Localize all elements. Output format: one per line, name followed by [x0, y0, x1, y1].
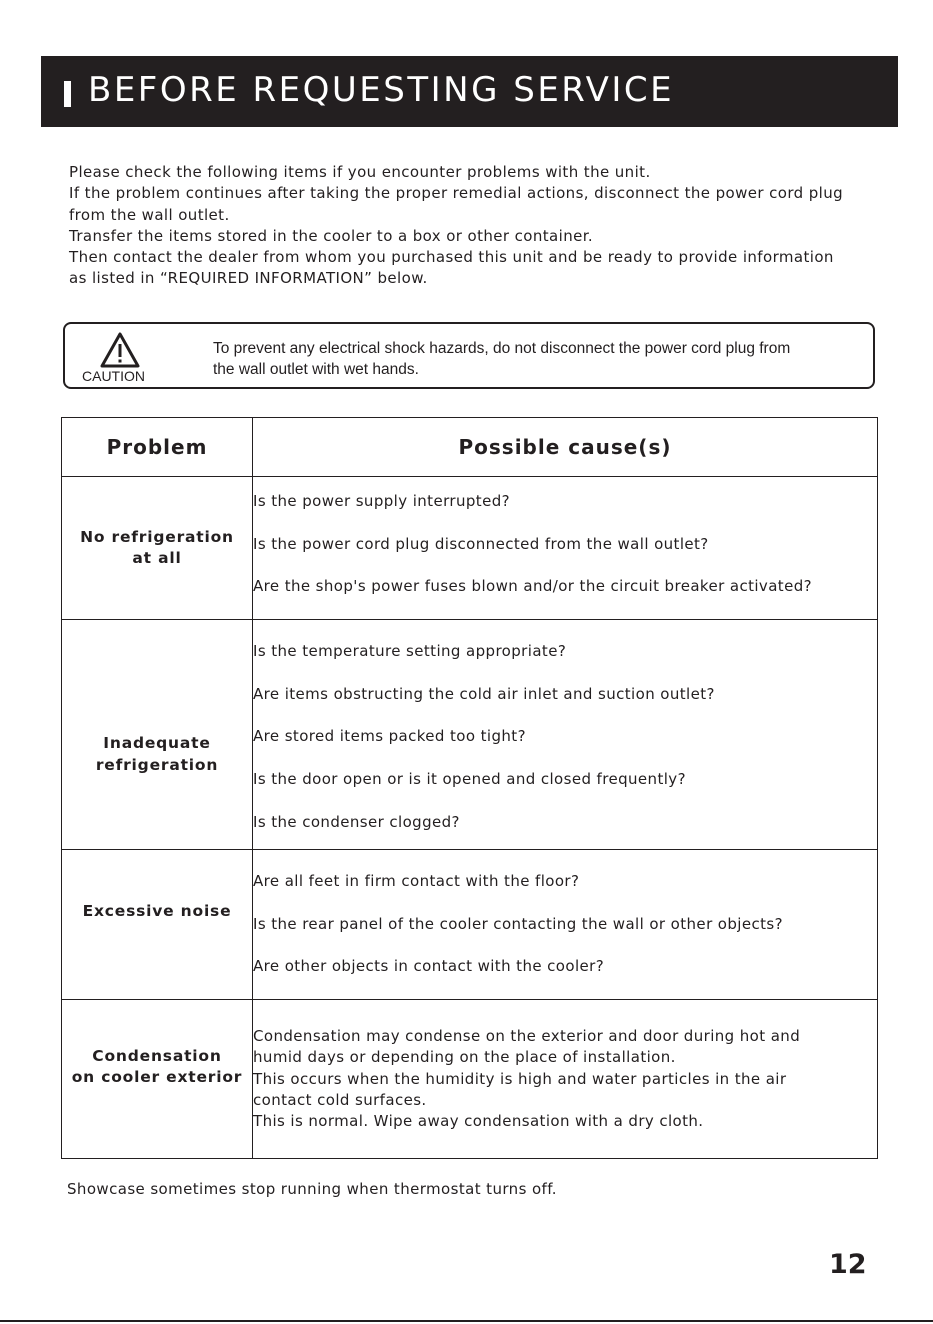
table-header-row — [62, 418, 878, 477]
caution-text — [213, 338, 863, 380]
causes-column-header: Possible cause(s) — [253, 418, 878, 477]
cause-item: Are items obstructing the cold air inlet and suction outlet? — [253, 684, 715, 703]
caution-line: the wall outlet with wet hands. — [213, 361, 419, 378]
cause-item: Is the rear panel of the cooler contacting the wall or other objects? — [253, 914, 783, 933]
problem-label: at all — [132, 549, 182, 567]
causes-cell — [253, 850, 878, 1000]
causes-cell — [253, 477, 878, 620]
cause-item: Is the power supply interrupted? — [253, 492, 510, 510]
page-title: BEFORE REQUESTING SERVICE — [88, 70, 675, 110]
cause-paragraph-line: This occurs when the humidity is high and water particles in the air — [253, 1069, 787, 1088]
cause-item: Are all feet in firm contact with the floor? — [253, 872, 580, 890]
problem-label: on cooler exterior — [71, 1068, 243, 1086]
problem-column-header: Problem — [62, 418, 253, 477]
page-number: 12 — [829, 1249, 867, 1280]
intro-line: as listed in “REQUIRED INFORMATION” below. — [69, 269, 428, 288]
cause-item: Is the condenser clogged? — [253, 812, 460, 831]
problem-cell — [62, 477, 253, 620]
cause-item: Are the shop's power fuses blown and/or the circuit breaker activated? — [253, 577, 812, 596]
problem-label: Inadequate — [103, 734, 211, 752]
intro-line: If the problem continues after taking the proper remedial actions, disconnect the power cord plug — [69, 184, 844, 203]
cause-paragraph-line: This is normal. Wipe away condensation with a dry cloth. — [253, 1112, 704, 1131]
cause-paragraph-line: Condensation may condense on the exterior and door during hot and — [253, 1027, 801, 1045]
intro-line: Transfer the items stored in the cooler to a box or other container. — [69, 226, 594, 245]
causes-cell — [253, 620, 878, 850]
table-row — [62, 620, 878, 850]
bottom-rule — [0, 1320, 933, 1322]
table-row — [62, 1000, 878, 1159]
intro-line: Please check the following items if you encounter problems with the unit. — [69, 163, 651, 181]
troubleshooting-table — [61, 417, 878, 1159]
problem-cell — [62, 850, 253, 1000]
table-row — [62, 850, 878, 1000]
table-row — [62, 477, 878, 620]
caution-line: To prevent any electrical shock hazards, do not disconnect the power cord plug from — [213, 340, 791, 357]
intro-line: Then contact the dealer from whom you purchased this unit and be ready to provide information — [69, 248, 834, 267]
causes-cell — [253, 1000, 878, 1159]
intro-line: from the wall outlet. — [69, 205, 230, 224]
problem-label: refrigeration — [95, 755, 219, 774]
cause-item: Is the door open or is it opened and closed frequently? — [253, 770, 686, 789]
problem-cell — [62, 1000, 253, 1159]
caution-label: CAUTION — [82, 368, 145, 384]
problem-label: Excessive noise — [82, 901, 232, 920]
cause-item: Are other objects in contact with the cooler? — [253, 957, 605, 976]
cause-paragraph-line: humid days or depending on the place of installation. — [253, 1048, 676, 1067]
cause-item: Is the temperature setting appropriate? — [253, 642, 567, 660]
cause-item: Are stored items packed too tight? — [253, 727, 526, 746]
problem-label: Condensation — [92, 1046, 222, 1065]
header-bar-mark — [64, 81, 71, 107]
problem-label: No refrigeration — [80, 527, 234, 546]
intro-paragraph — [69, 162, 899, 290]
footer-note: Showcase sometimes stop running when thermostat turns off. — [67, 1180, 557, 1198]
warning-triangle-icon — [99, 331, 141, 369]
cause-paragraph-line: contact cold surfaces. — [253, 1090, 427, 1109]
caution-box — [63, 322, 875, 389]
problem-cell — [62, 620, 253, 850]
section-header — [41, 56, 898, 127]
cause-item: Is the power cord plug disconnected from the wall outlet? — [253, 534, 709, 553]
